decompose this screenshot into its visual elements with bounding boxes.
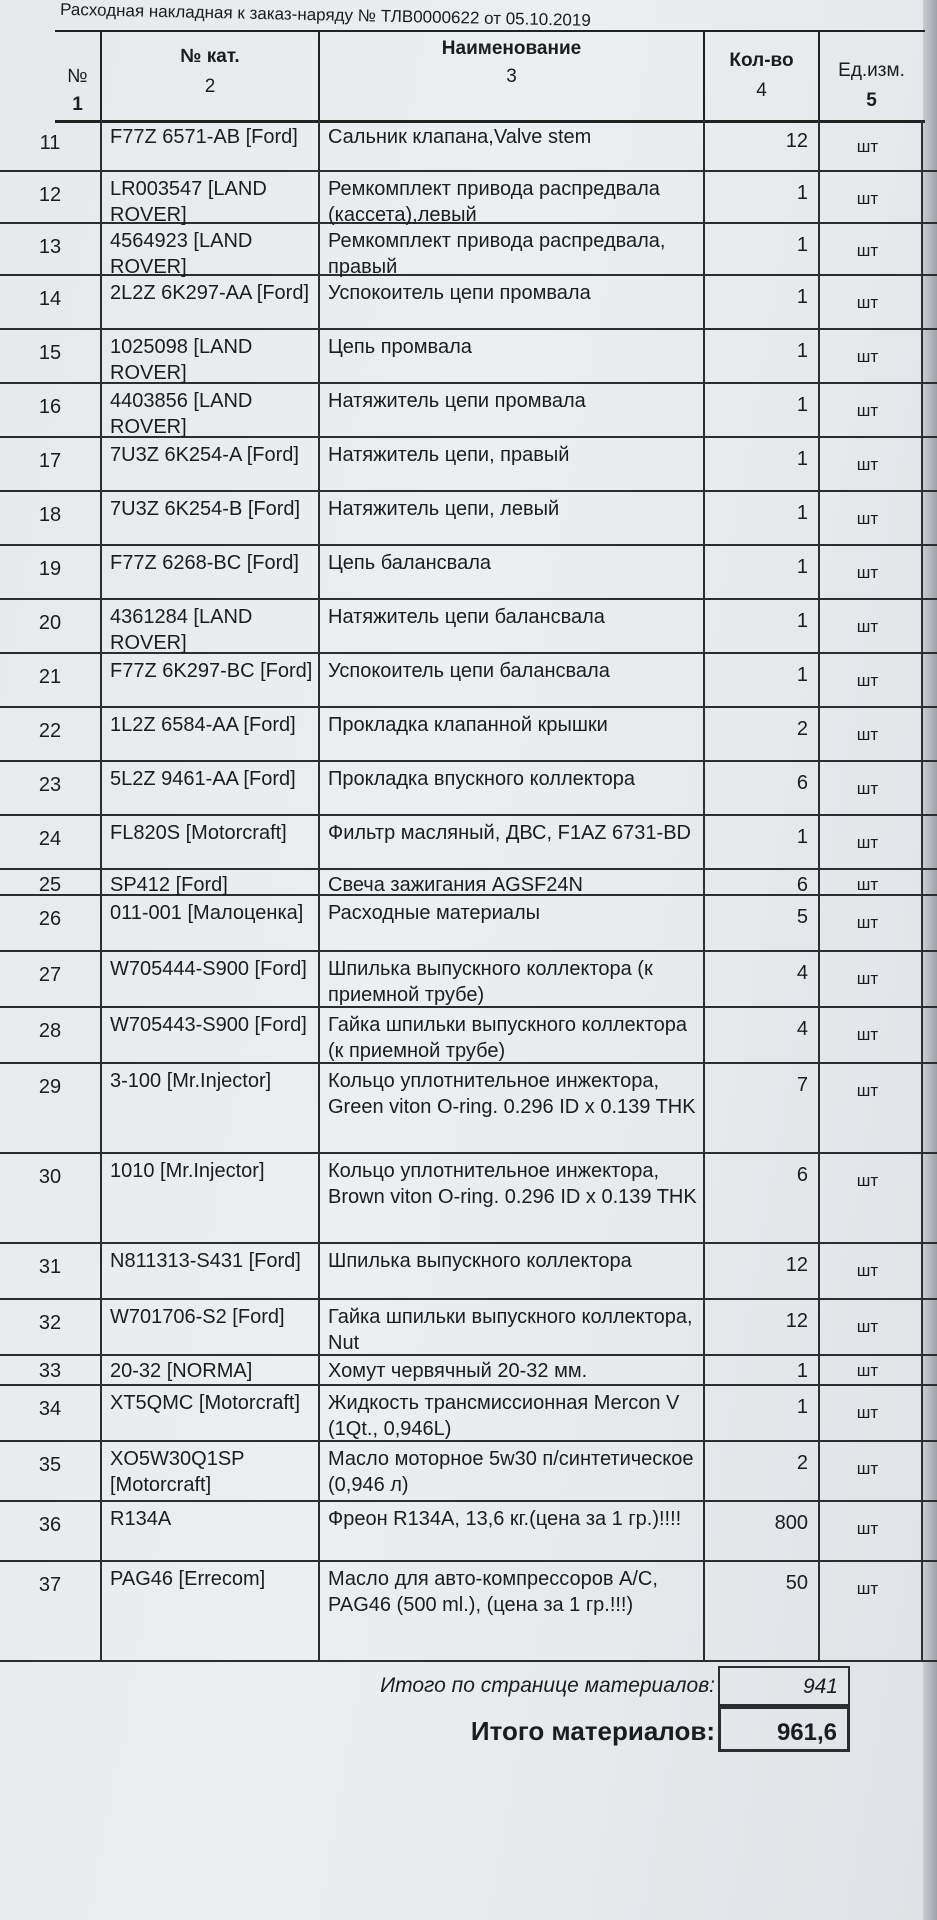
table-row	[0, 438, 937, 492]
quantity: 1	[703, 224, 818, 274]
row-number: 12	[38, 184, 62, 206]
item-name: Прокладка клапанной крышки	[318, 708, 703, 760]
row-number: 14	[38, 288, 62, 310]
row-number: 29	[38, 1076, 62, 1098]
item-name: Масло моторное 5w30 п/синтетическое (0,946 л)	[318, 1442, 703, 1500]
table-row	[0, 1154, 937, 1244]
col-name-number: 3	[506, 66, 517, 87]
page-total-label: Итого по странице материалов:	[380, 1674, 715, 1697]
quantity: 4	[703, 1008, 818, 1062]
row-number: 17	[38, 450, 62, 472]
unit: шт	[818, 120, 923, 170]
item-name: Сальник клапана,Valve stem	[318, 120, 703, 170]
quantity: 6	[703, 762, 818, 814]
catalog-number: 20-32 [NORMA]	[100, 1356, 318, 1384]
catalog-number: 3-100 [Mr.Injector]	[100, 1064, 318, 1152]
row-number: 16	[38, 396, 62, 418]
table-row	[0, 600, 937, 654]
table-row	[0, 1244, 937, 1300]
table-row	[0, 120, 937, 172]
catalog-number: 1L2Z 6584-AA [Ford]	[100, 708, 318, 760]
unit: шт	[818, 1300, 923, 1354]
item-name: Масло для авто-компрессоров A/C, PAG46 (500 ml.), (цена за 1 гр.!!!)	[318, 1562, 703, 1660]
table-row	[0, 1442, 937, 1502]
catalog-number: W705444-S900 [Ford]	[100, 952, 318, 1006]
table-row	[0, 224, 937, 276]
unit: шт	[818, 1562, 923, 1660]
row-number: 15	[38, 342, 62, 364]
unit: шт	[818, 1356, 923, 1384]
col-header-cat	[100, 32, 318, 120]
table-row	[0, 1300, 937, 1356]
document-title: Расходная накладная к заказ-наряду № ТЛВ0000622 от 05.10.2019	[59, 0, 591, 30]
catalog-number: SP412 [Ford]	[100, 870, 318, 894]
row-number: 20	[38, 612, 62, 634]
item-name: Жидкость трансмиссионная Mercon V (1Qt., 0,946L)	[318, 1386, 703, 1440]
catalog-number: XO5W30Q1SP [Motorcraft]	[100, 1442, 318, 1500]
table-row	[0, 896, 937, 952]
table-row	[0, 1386, 937, 1442]
table-row	[0, 1008, 937, 1064]
item-name: Ремкомплект привода распредвала (кассета),левый	[318, 172, 703, 222]
col-unit-label: Ед.изм.	[838, 60, 905, 81]
quantity: 4	[703, 952, 818, 1006]
item-name: Расходные материалы	[318, 896, 703, 950]
row-number: 13	[38, 236, 62, 258]
unit: шт	[818, 438, 923, 490]
quantity: 6	[703, 870, 818, 894]
table-row	[0, 330, 937, 384]
table-row	[0, 1502, 937, 1562]
quantity: 1	[703, 1356, 818, 1384]
unit: шт	[818, 1502, 923, 1560]
col-unit-number: 5	[866, 90, 877, 111]
quantity: 800	[703, 1502, 818, 1560]
catalog-number: F77Z 6268-BC [Ford]	[100, 546, 318, 598]
item-name: Шпилька выпускного коллектора (к приемной трубе)	[318, 952, 703, 1006]
item-name: Свеча зажигания AGSF24N	[318, 870, 703, 894]
row-number: 37	[38, 1574, 62, 1596]
item-name: Ремкомплект привода распредвала, правый	[318, 224, 703, 274]
grand-total-label: Итого материалов:	[470, 1716, 715, 1746]
row-number: 24	[38, 828, 62, 850]
table-row	[0, 172, 937, 224]
unit: шт	[818, 952, 923, 1006]
table-row	[0, 762, 937, 816]
item-name: Прокладка впускного коллектора	[318, 762, 703, 814]
unit: шт	[818, 1386, 923, 1440]
catalog-number: N811313-S431 [Ford]	[100, 1244, 318, 1298]
row-number: 11	[39, 132, 61, 154]
item-name: Успокоитель цепи балансвала	[318, 654, 703, 706]
table-row	[0, 870, 937, 896]
col-cat-number: 2	[204, 76, 216, 97]
row-number: 22	[38, 720, 62, 742]
unit: шт	[818, 546, 923, 598]
unit: шт	[818, 1008, 923, 1062]
item-name: Цепь промвала	[318, 330, 703, 382]
row-number: 21	[38, 666, 62, 688]
col-name-label: Наименование	[441, 38, 582, 59]
catalog-number: 4361284 [LAND ROVER]	[100, 600, 318, 652]
row-number: 32	[38, 1312, 62, 1334]
item-name: Фреон R134A, 13,6 кг.(цена за 1 гр.)!!!!	[318, 1502, 703, 1560]
unit: шт	[818, 708, 923, 760]
catalog-number: F77Z 6571-AB [Ford]	[100, 120, 318, 170]
quantity: 1	[703, 546, 818, 598]
page-total-value: 941	[718, 1666, 850, 1706]
table-row	[0, 276, 937, 330]
unit: шт	[818, 1154, 923, 1242]
table-row	[0, 708, 937, 762]
catalog-number: 1010 [Mr.Injector]	[100, 1154, 318, 1242]
page-total-row	[0, 1666, 937, 1706]
unit: шт	[818, 224, 923, 274]
catalog-number: 1025098 [LAND ROVER]	[100, 330, 318, 382]
unit: шт	[818, 654, 923, 706]
table-row	[0, 952, 937, 1008]
catalog-number: FL820S [Motorcraft]	[100, 816, 318, 868]
quantity: 12	[703, 1300, 818, 1354]
unit: шт	[818, 492, 923, 544]
row-number: 26	[38, 908, 62, 930]
quantity: 2	[703, 708, 818, 760]
catalog-number: XT5QMC [Motorcraft]	[100, 1386, 318, 1440]
catalog-number: 4564923 [LAND ROVER]	[100, 224, 318, 274]
row-number: 28	[38, 1020, 62, 1042]
table-row	[0, 492, 937, 546]
unit: шт	[818, 1442, 923, 1500]
quantity: 50	[703, 1562, 818, 1660]
quantity: 1	[703, 654, 818, 706]
catalog-number: LR003547 [LAND ROVER]	[100, 172, 318, 222]
unit: шт	[818, 816, 923, 868]
catalog-number: 4403856 [LAND ROVER]	[100, 384, 318, 436]
catalog-number: 7U3Z 6K254-A [Ford]	[100, 438, 318, 490]
table-row	[0, 654, 937, 708]
item-name: Кольцо уплотнительное инжектора, Brown viton O-ring. 0.296 ID x 0.139 THK	[318, 1154, 703, 1242]
catalog-number: 5L2Z 9461-AA [Ford]	[100, 762, 318, 814]
quantity: 1	[703, 384, 818, 436]
table-row	[0, 1562, 937, 1662]
row-number: 33	[38, 1360, 62, 1382]
catalog-number: W701706-S2 [Ford]	[100, 1300, 318, 1354]
quantity: 1	[703, 438, 818, 490]
table-row	[0, 546, 937, 600]
unit: шт	[818, 1064, 923, 1152]
unit: шт	[818, 896, 923, 950]
item-name: Гайка шпильки выпускного коллектора, Nut	[318, 1300, 703, 1354]
item-name: Натяжитель цепи балансвала	[318, 600, 703, 652]
quantity: 1	[703, 492, 818, 544]
catalog-number: W705443-S900 [Ford]	[100, 1008, 318, 1062]
item-name: Кольцо уплотнительное инжектора, Green viton O-ring. 0.296 ID x 0.139 THK	[318, 1064, 703, 1152]
quantity: 12	[703, 120, 818, 170]
item-name: Цепь балансвала	[318, 546, 703, 598]
quantity: 1	[703, 816, 818, 868]
quantity: 5	[703, 896, 818, 950]
col-qty-number: 4	[756, 80, 767, 101]
catalog-number: F77Z 6K297-BC [Ford]	[100, 654, 318, 706]
item-name: Успокоитель цепи промвала	[318, 276, 703, 328]
unit: шт	[818, 330, 923, 382]
row-number: 34	[38, 1398, 62, 1420]
quantity: 1	[703, 276, 818, 328]
unit: шт	[818, 870, 923, 894]
quantity: 1	[703, 330, 818, 382]
grand-total-value: 961,6	[718, 1706, 850, 1752]
col-qty-label: Кол-во	[729, 50, 794, 71]
quantity: 12	[703, 1244, 818, 1298]
row-number: 25	[38, 874, 62, 896]
quantity: 6	[703, 1154, 818, 1242]
row-number: 23	[38, 774, 62, 796]
quantity: 1	[703, 172, 818, 222]
unit: шт	[818, 276, 923, 328]
table-row	[0, 1064, 937, 1154]
row-number: 19	[38, 558, 62, 580]
col-header-name	[318, 32, 703, 120]
item-name: Фильтр масляный, ДВС, F1AZ 6731-BD	[318, 816, 703, 868]
quantity: 2	[703, 1442, 818, 1500]
table-row	[0, 384, 937, 438]
col-header-unit	[818, 32, 923, 120]
catalog-number: 011-001 [Малоценка]	[100, 896, 318, 950]
item-name: Шпилька выпускного коллектора	[318, 1244, 703, 1298]
row-number: 30	[38, 1166, 62, 1188]
row-number: 36	[38, 1514, 62, 1536]
quantity: 7	[703, 1064, 818, 1152]
item-name: Натяжитель цепи, правый	[318, 438, 703, 490]
unit: шт	[818, 172, 923, 222]
unit: шт	[818, 1244, 923, 1298]
unit: шт	[818, 762, 923, 814]
catalog-number: R134A	[100, 1502, 318, 1560]
table-row	[0, 816, 937, 870]
unit: шт	[818, 384, 923, 436]
item-name: Натяжитель цепи, левый	[318, 492, 703, 544]
table-row	[0, 1356, 937, 1386]
catalog-number: 2L2Z 6K297-AA [Ford]	[100, 276, 318, 328]
col-no-label: №	[67, 66, 88, 87]
item-name: Хомут червячный 20-32 мм.	[318, 1356, 703, 1384]
row-number: 35	[38, 1454, 62, 1476]
row-number: 18	[38, 504, 62, 526]
item-name: Гайка шпильки выпускного коллектора (к приемной трубе)	[318, 1008, 703, 1062]
catalog-number: PAG46 [Errecom]	[100, 1562, 318, 1660]
col-header-no	[55, 32, 100, 120]
quantity: 1	[703, 600, 818, 652]
row-number: 31	[38, 1256, 62, 1278]
row-number: 27	[38, 964, 62, 986]
grand-total-row	[0, 1706, 937, 1752]
quantity: 1	[703, 1386, 818, 1440]
table-header	[55, 30, 925, 123]
catalog-number: 7U3Z 6K254-B [Ford]	[100, 492, 318, 544]
col-header-qty	[703, 32, 818, 120]
col-no-number: 1	[72, 94, 83, 115]
col-cat-label: № кат.	[180, 46, 240, 67]
item-name: Натяжитель цепи промвала	[318, 384, 703, 436]
unit: шт	[818, 600, 923, 652]
